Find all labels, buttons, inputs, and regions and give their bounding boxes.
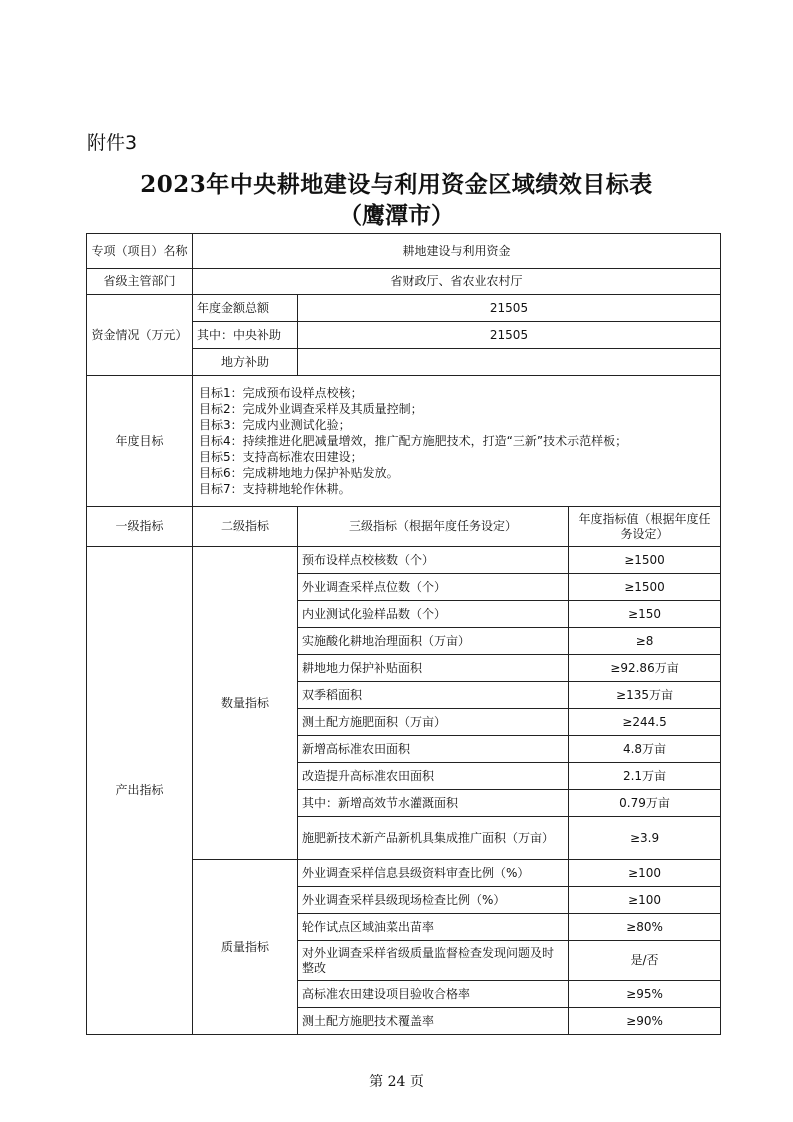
indicator-row <box>87 547 721 574</box>
funds-total-label: 年度金额总额 <box>193 295 298 322</box>
indicator-name: 外业调查采样点位数（个） <box>298 574 569 601</box>
indicator-name: 内业测试化验样品数（个） <box>298 601 569 628</box>
indicator-name: 轮作试点区域油菜出苗率 <box>298 914 569 941</box>
indicator-value: ≥100 <box>569 887 721 914</box>
indicator-name: 预布设样点校核数（个） <box>298 547 569 574</box>
attachment-label: 附件3 <box>87 132 138 154</box>
department-row <box>87 269 721 295</box>
indicator-name: 耕地地力保护补贴面积 <box>298 655 569 682</box>
funds-row <box>87 295 721 322</box>
indicator-name: 双季稻面积 <box>298 682 569 709</box>
indicator-name: 高标准农田建设项目验收合格率 <box>298 981 569 1008</box>
department-label: 省级主管部门 <box>87 269 193 295</box>
funds-local-label: 地方补助 <box>193 349 298 376</box>
indicator-value: ≥92.86万亩 <box>569 655 721 682</box>
indicator-value: ≥150 <box>569 601 721 628</box>
performance-target-table <box>86 233 721 1035</box>
goal-item: 目标5：支持高标准农田建设； <box>199 450 363 464</box>
page-number: 第 24 页 <box>369 1074 424 1090</box>
indicator-value: ≥8 <box>569 628 721 655</box>
header-level2: 二级指标 <box>193 507 298 547</box>
goal-item: 目标1：完成预布设样点校核； <box>199 386 363 400</box>
funds-central-value: 21505 <box>298 322 721 349</box>
project-row <box>87 234 721 269</box>
indicator-name: 新增高标准农田面积 <box>298 736 569 763</box>
indicator-value: ≥100 <box>569 860 721 887</box>
funds-local-value <box>298 349 721 376</box>
quality-indicator-label: 质量指标 <box>193 860 298 1035</box>
goal-item: 目标3：完成内业测试化验； <box>199 418 351 432</box>
document-subtitle: （鹰潭市） <box>339 202 454 229</box>
indicator-name: 实施酸化耕地治理面积（万亩） <box>298 628 569 655</box>
indicator-name: 对外业调查采样省级质量监督检查发现问题及时整改 <box>298 941 569 981</box>
indicator-name: 施肥新技术新产品新机具集成推广面积（万亩） <box>298 817 569 860</box>
project-value: 耕地建设与利用资金 <box>193 234 721 269</box>
indicator-name: 测土配方施肥面积（万亩） <box>298 709 569 736</box>
goal-item: 目标6：完成耕地地力保护补贴发放。 <box>199 466 399 480</box>
funds-total-value: 21505 <box>298 295 721 322</box>
indicator-value: 2.1万亩 <box>569 763 721 790</box>
indicator-value: 4.8万亩 <box>569 736 721 763</box>
indicator-value: ≥1500 <box>569 574 721 601</box>
indicator-name: 外业调查采样信息县级资料审查比例（%） <box>298 860 569 887</box>
annual-goal-row <box>87 376 721 507</box>
indicator-value: ≥3.9 <box>569 817 721 860</box>
indicator-value: ≥244.5 <box>569 709 721 736</box>
funds-label: 资金情况（万元） <box>87 295 193 376</box>
department-value: 省财政厅、省农业农村厅 <box>193 269 721 295</box>
indicator-value: ≥80% <box>569 914 721 941</box>
goal-item: 目标4：持续推进化肥减量增效，推广配方施肥技术，打造“三新”技术示范样板； <box>199 434 628 448</box>
indicator-value: ≥135万亩 <box>569 682 721 709</box>
goal-item: 目标7：支持耕地轮作休耕。 <box>199 482 351 496</box>
indicator-value: ≥95% <box>569 981 721 1008</box>
quantity-indicator-label: 数量指标 <box>193 547 298 860</box>
indicator-name: 测土配方施肥技术覆盖率 <box>298 1008 569 1035</box>
indicator-name: 外业调查采样县级现场检查比例（%） <box>298 887 569 914</box>
header-value: 年度指标值（根据年度任务设定） <box>569 507 721 547</box>
funds-central-label: 其中：中央补助 <box>193 322 298 349</box>
indicator-name: 改造提升高标准农田面积 <box>298 763 569 790</box>
project-label: 专项（项目）名称 <box>87 234 193 269</box>
document-title: 2023年中央耕地建设与利用资金区域绩效目标表 <box>140 171 653 198</box>
indicator-value: ≥90% <box>569 1008 721 1035</box>
indicator-value: 是/否 <box>569 941 721 981</box>
indicator-header-row <box>87 507 721 547</box>
header-level3: 三级指标（根据年度任务设定） <box>298 507 569 547</box>
annual-goal-list <box>193 376 721 507</box>
annual-goal-label: 年度目标 <box>87 376 193 507</box>
indicator-value: 0.79万亩 <box>569 790 721 817</box>
goal-item: 目标2：完成外业调查采样及其质量控制； <box>199 402 423 416</box>
header-level1: 一级指标 <box>87 507 193 547</box>
output-indicator-label: 产出指标 <box>87 547 193 1035</box>
indicator-name: 其中：新增高效节水灌溉面积 <box>298 790 569 817</box>
indicator-value: ≥1500 <box>569 547 721 574</box>
